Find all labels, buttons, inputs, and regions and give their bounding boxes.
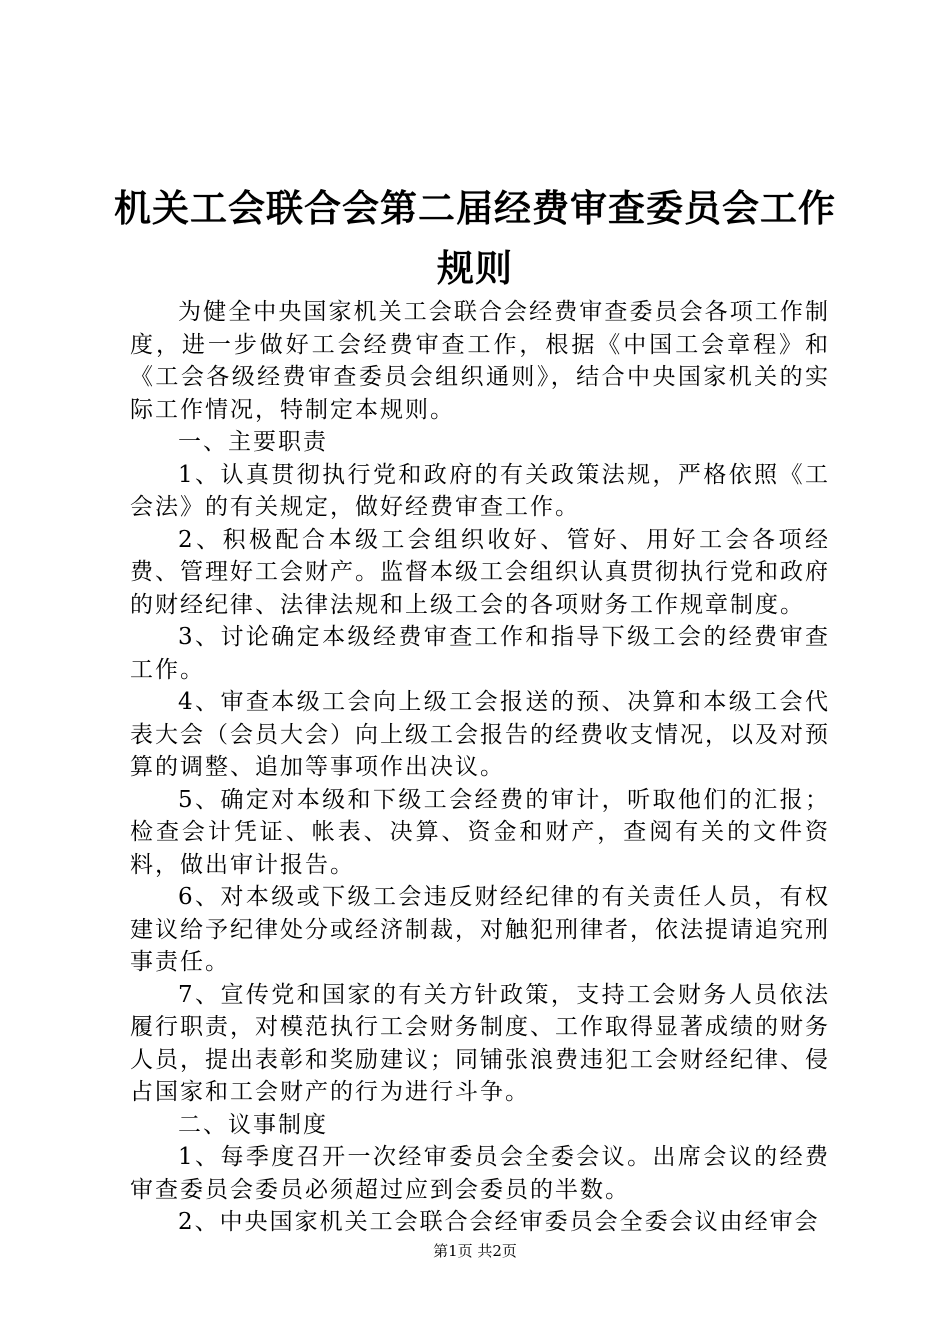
paragraph-duty-3: 3、讨论确定本级经费审查工作和指导下级工会的经费审查工作。: [130, 624, 830, 683]
paragraph-duty-1: 1、认真贯彻执行党和政府的有关政策法规，严格依照《工会法》的有关规定，做好经费审查工作。: [130, 461, 830, 520]
section-heading-duties: 一、主要职责: [178, 429, 328, 455]
page-footer: 第1页 共2页: [433, 1242, 517, 1260]
paragraph-intro: 为健全中央国家机关工会联合会经费审查委员会各项工作制度，进一步做好工会经费审查工作，根据《中国工会章程》和《工会各级经费审查委员会组织通则》，结合中央国家机关的实际工作情况，特制定本规则。: [130, 299, 830, 423]
paragraph-duty-6: 6、对本级或下级工会违反财经纪律的有关责任人员，有权建议给予纪律处分或经济制裁，对触犯刑律者，依法提请追究刑事责任。: [130, 884, 830, 975]
document-title: 机关工会联合会第二届经费审查委员会工作规则: [114, 186, 836, 290]
paragraph-duty-7: 7、宣传党和国家的有关方针政策，支持工会财务人员依法履行职责，对模范执行工会财务制度、工作取得显著成绩的财务人员，提出表彰和奖励建议；同铺张浪费违犯工会财经纪律、侵占国家和工会财产的行为进行斗争。: [130, 981, 830, 1105]
paragraph-meeting-1: 1、每季度召开一次经审委员会全委会议。出席会议的经费审查委员会委员必须超过应到会委员的半数。: [130, 1144, 830, 1203]
paragraph-duty-4: 4、审查本级工会向上级工会报送的预、决算和本级工会代表大会（会员大会）向上级工会报告的经费收支情况，以及对预算的调整、追加等事项作出决议。: [130, 689, 830, 780]
document-body: [130, 296, 830, 1239]
paragraph-meeting-2: 2、中央国家机关工会联合会经审委员会全委会议由经审会: [178, 1209, 820, 1235]
paragraph-duty-5: 5、确定对本级和下级工会经费的审计，听取他们的汇报；检查会计凭证、帐表、决算、资金和财产，查阅有关的文件资料，做出审计报告。: [130, 786, 830, 878]
section-heading-meetings: 二、议事制度: [178, 1111, 328, 1138]
paragraph-duty-2: 2、积极配合本级工会组织收好、管好、用好工会各项经费、管理好工会财产。监督本级工会组织认真贯彻执行党和政府的财经纪律、法律法规和上级工会的各项财务工作规章制度。: [130, 526, 830, 618]
